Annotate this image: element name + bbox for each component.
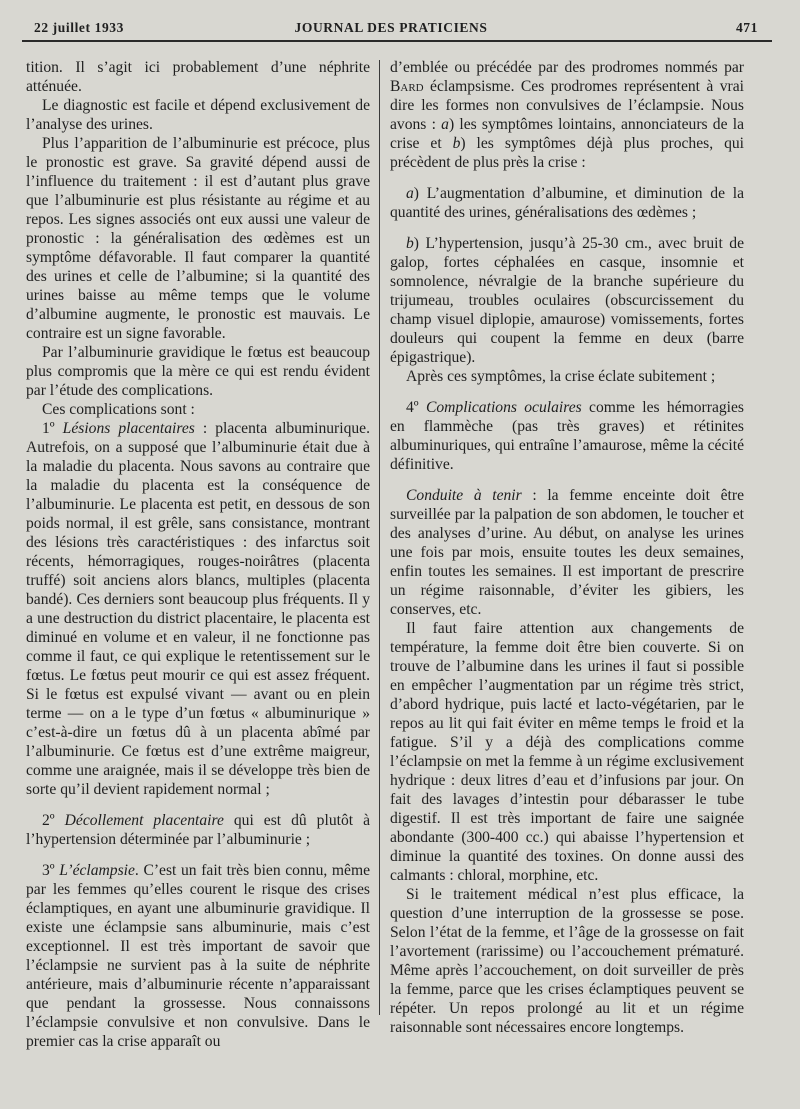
item-title: L’éclampsie <box>59 862 135 879</box>
header-date: 22 juillet 1933 <box>34 20 124 35</box>
paragraph: Il faut faire attention aux changements de température, la femme doit être bien couverte. Si on trouve de l’albumine dans les urines il faut si possible en empêcher l’augmentation par un régime très strict, d’abord hydrique, puis lacté et lacto-végétarien, par le repos au lit qui fait éviter en même temps le froid et la fatigue. S’il y a déjà des complications comme l’éclampsie on met la femme à un régime exclusivement hydrique : deux litres d’eau et d’infusions par jour. On fait des lavages d’intestin pour débarasser le tube digestif. Il est très important de faire une saignée abondante (300-400 cc.) qui abaisse l’hypertension et diminue la quantité des toxines. On donne aussi des calmants : chloral, morphine, etc. <box>390 620 744 884</box>
item-number: 2º <box>42 812 55 829</box>
list-letter: a <box>406 185 414 202</box>
header-page-number: 471 <box>735 20 758 35</box>
column-divider <box>379 60 380 1015</box>
item-number: 3º <box>42 862 55 879</box>
right-column <box>390 58 744 1037</box>
paragraph-complication-2 <box>26 811 370 849</box>
author-name: Bard <box>390 78 424 95</box>
item-text: comme les hémorragies en flammèche (pas très graves) et rétinites albuminuriques, qui entraîne l’amaurose, même la cécité définitive. <box>390 399 744 473</box>
item-title: Décollement placentaire <box>64 812 224 829</box>
list-letter: b <box>406 235 414 252</box>
left-column <box>26 58 370 1051</box>
text-run: éclampsisme. Ces prodromes représentent à vrai dire les formes non convulsives de l’éclampsie. Nous avons : <box>390 78 744 133</box>
paragraph-item-b <box>390 234 744 367</box>
item-text: . C’est un fait très bien connu, même par les femmes qu’elles courent le risque des crises éclamptiques, en ayant une albuminurie gravidique. Il existe une éclampsie sans albuminurie, mais c’est exceptionnel. Il est très important de savoir que l’éclampsie ne survient pas à la suite de néphrite antérieure, mais d’albuminurie récente n’apparaissant que pendant la grossesse. Nous connaissons l’éclampsie convulsive et non convulsive. Dans le premier cas la crise apparaît ou <box>26 862 370 1050</box>
paragraph: tition. Il s’agit ici probablement d’une néphrite atténuée. <box>26 59 370 95</box>
paragraph: Plus l’apparition de l’albuminurie est précoce, plus le pronostic est grave. Sa gravité dépend aussi de l’influence du traitement : il est d’autant plus grave que l’albuminurie est plus résistante au régime et au repos. Les signes associés ont eux aussi une valeur de pronostic : la généralisation des œdèmes est un symptôme défavorable. Il faut comparer la quantité des urines et celle de l’albumine; si la quantité des urines baisse au même temps que le volume d’albumine augmente, le pronostic est mauvais. Le contraire est un signe favorable. <box>26 135 370 342</box>
paragraph: Si le traitement médical n’est plus efficace, la question d’une interruption de la grossesse se pose. Selon l’état de la femme, et l’âge de la grossesse on fait l’avortement (rarissime) ou l’accouchement prématuré. Même après l’accouchement, on doit surveiller de près la femme, parce que les crises éclamptiques peuvent se répéter. Un repos prolongé au lit et un régime raisonnable sont nécessaires encore longtemps. <box>390 886 744 1036</box>
item-text: : la femme enceinte doit être surveillée par la palpation de son abdomen, le toucher et des analyses d’urine. Au début, on analyse les urines une fois par mois, ensuite toutes les deux semaines, enfin toutes les semaines. Il est important de prescrire un régime raisonnable, d’éviter les gibiers, les conserves, etc. <box>390 487 744 618</box>
paragraph <box>390 58 744 172</box>
paragraph-complication-1 <box>26 419 370 799</box>
paragraph: Après ces symptômes, la crise éclate subitement ; <box>406 368 716 385</box>
header-rule <box>22 40 772 42</box>
paragraph-conduite <box>390 486 744 619</box>
list-letter: a <box>441 116 449 133</box>
item-text: : placenta albuminurique. Autrefois, on a supposé que l’albuminurie était due à la maladie du placenta. Nous savons au contraire que la maladie du placenta est la conséquence de l’albuminurie. Le placenta est petit, en dessous de son poids normal, il est grêle, sans consistance, montrant des lésions très caractéristiques : des infarctus soit récents, hémorragiques, rouges-noirâtres (placenta truffé) soit anciens alors blancs, multiples (placenta bandé). Ces derniers sont beaucoup plus fréquents. Il y a une destruction du district placentaire, le placenta est diminué en volume et en valeur, il ne fonctionne pas comme il faut, ce qui explique le retentissement sur le fœtus. Le fœtus peut mourir ce qui est assez fréquent. Si le fœtus est expulsé vivant — avant ou en plein terme — on a le type d’un fœtus « albuminurique » c’est-à-dire un fœtus dû à un placenta abîmé par l’albuminurie. Ce fœtus est d’une extrême maigreur, comme une araignée, mais il se développe très bien de sorte qu’il devient rapidement normal ; <box>26 420 370 798</box>
header-journal-title: JOURNAL DES PRATICIENS <box>294 20 488 35</box>
text-run: ) les symptômes lointains, annonciateurs de la crise et <box>390 116 744 152</box>
item-number: 4º <box>406 399 419 416</box>
item-text: qui est dû plutôt à l’hypertension déterminée par l’albuminurie ; <box>26 812 370 848</box>
paragraph-complication-3 <box>26 861 370 1051</box>
text-run: d’emblée ou précédée par des prodromes nommés par <box>390 59 744 76</box>
item-text: ) L’hypertension, jusqu’à 25-30 cm., avec bruit de galop, fortes céphalées en casque, insomnie et somnolence, névralgie de la branche supérieure du trijumeau, troubles oculaires (obscurcissement du champ visuel diplopie, amaurose) vomissements, fortes douleurs qui coupent la femme en deux (barre épigastrique). <box>390 235 744 366</box>
list-letter: b <box>452 135 461 152</box>
item-number: 1º <box>42 420 55 437</box>
item-text: ) L’augmentation d’albumine, et diminution de la quantité des urines, généralisations des œdèmes ; <box>390 185 744 221</box>
paragraph: Le diagnostic est facile et dépend exclusivement de l’analyse des urines. <box>26 97 370 133</box>
paragraph: Par l’albuminurie gravidique le fœtus est beaucoup plus compromis que la mère ce qui est rendu évident par l’étude des complications. <box>26 344 370 399</box>
running-header <box>24 18 758 38</box>
paragraph-item-a <box>390 184 744 222</box>
item-title: Lésions placentaires <box>62 420 195 437</box>
paragraph: Ces complications sont : <box>42 401 195 418</box>
paragraph-complication-4 <box>390 398 744 474</box>
section-title: Conduite à tenir <box>406 487 522 504</box>
item-title: Complications oculaires <box>425 399 582 416</box>
text-run: ) les symptômes déjà plus proches, qui précèdent de plus près la crise : <box>390 135 744 171</box>
